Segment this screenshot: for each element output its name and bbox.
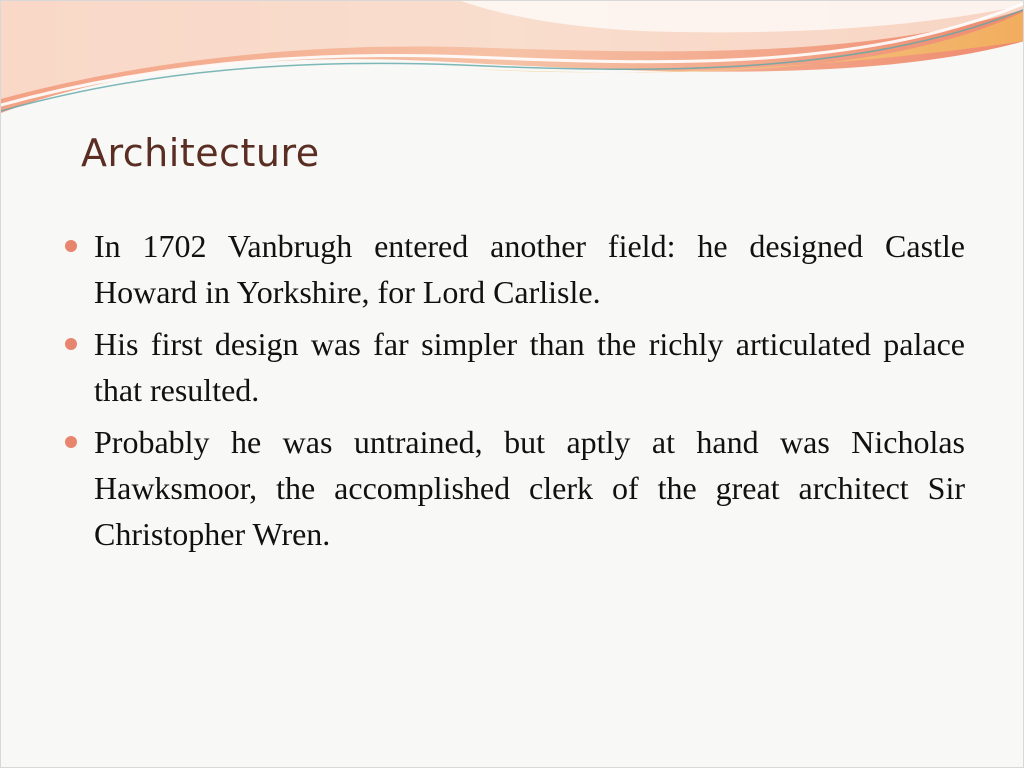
bullet-list [63,223,965,563]
slide-title: Architecture [81,131,320,175]
bullet-text: Probably he was untrained, but aptly at hand was Nicholas Hawksmoor, the accomplished clerk of the great architect Sir Christopher Wren. [94,424,965,552]
header-swoosh-decoration [1,1,1024,131]
bullet-item [63,321,965,413]
bullet-dot-icon [65,338,77,350]
bullet-item [63,223,965,315]
bullet-dot-icon [65,436,77,448]
bullet-text: In 1702 Vanbrugh entered another field: he designed Castle Howard in Yorkshire, for Lord Carlisle. [94,228,965,310]
bullet-item [63,419,965,557]
bullet-text: His first design was far simpler than the richly articulated palace that resulted. [94,326,965,408]
bullet-dot-icon [65,240,77,252]
